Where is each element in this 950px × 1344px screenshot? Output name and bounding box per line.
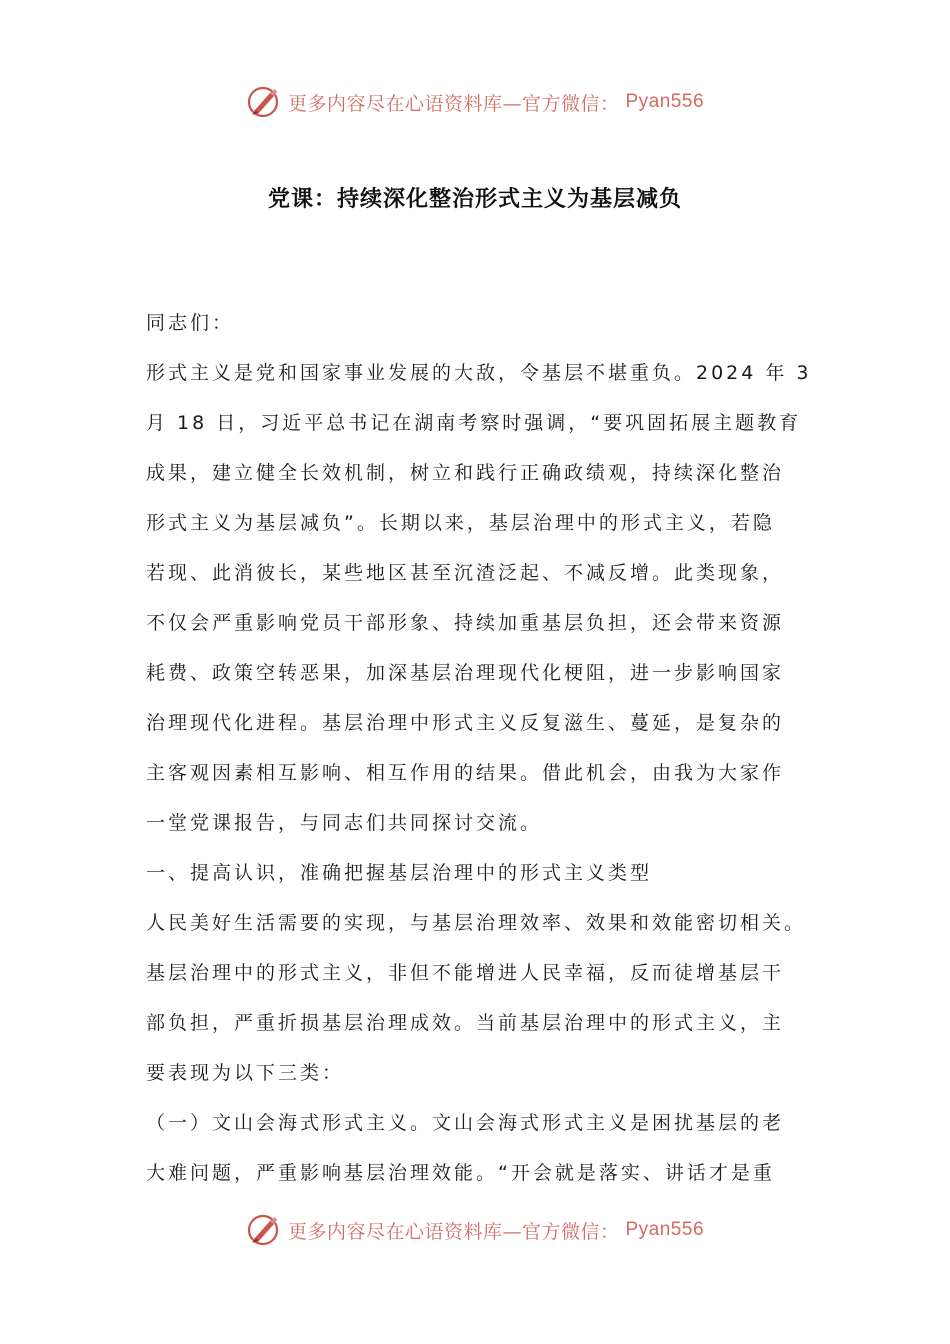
body-line: 形式主义为基层减负”。长期以来，基层治理中的形式主义，若隐	[146, 512, 775, 534]
body-line: 若现、此消彼长，某些地区甚至沉渣泛起、不减反增。此类现象，	[146, 562, 785, 584]
body-line: 形式主义是党和国家事业发展的大敌，令基层不堪重负。2024 年 3	[146, 362, 812, 384]
body-line: 一堂党课报告，与同志们共同探讨交流。	[146, 812, 543, 834]
footer-watermark-text: 更多内容尽在心语资料库—官方微信：	[287, 1220, 620, 1243]
body-line: 大难问题，严重影响基层治理效能。“开会就是落实、讲话才是重	[146, 1162, 775, 1184]
pen-logo-icon	[246, 1212, 282, 1248]
body-line: 治理现代化进程。基层治理中形式主义反复滋生、蔓延，是复杂的	[146, 712, 785, 734]
footer-watermark-banner	[0, 1210, 950, 1250]
body-line: 人民美好生活需要的实现，与基层治理效率、效果和效能密切相关。	[146, 912, 807, 934]
body-line: 耗费、政策空转恶果，加深基层治理现代化梗阻，进一步影响国家	[146, 662, 785, 684]
body-line: 基层治理中的形式主义，非但不能增进人民幸福，反而徒增基层干	[146, 962, 785, 984]
document-title: 党课：持续深化整治形式主义为基层减负	[267, 186, 682, 212]
body-line: 不仅会严重影响党员干部形象、持续加重基层负担，还会带来资源	[146, 612, 785, 634]
footer-wechat-id: Pyan556	[625, 1219, 705, 1240]
body-line: 月 18 日，习近平总书记在湖南考察时强调，“要巩固拓展主题教育	[146, 412, 802, 434]
body-line: 要表现为以下三类：	[146, 1062, 345, 1084]
header-watermark-text: 更多内容尽在心语资料库—官方微信：	[287, 92, 620, 115]
body-line: （一）文山会海式形式主义。文山会海式形式主义是困扰基层的老	[146, 1112, 785, 1134]
header-watermark-banner	[0, 82, 950, 122]
pen-logo-icon	[246, 84, 282, 120]
body-line: 同志们：	[146, 312, 235, 334]
header-wechat-id: Pyan556	[625, 91, 705, 112]
body-line: 主客观因素相互影响、相互作用的结果。借此机会，由我为大家作	[146, 762, 785, 784]
body-line: 成果，建立健全长效机制，树立和践行正确政绩观，持续深化整治	[146, 462, 785, 484]
document-body	[146, 298, 826, 1198]
section-heading: 一、提高认识，准确把握基层治理中的形式主义类型	[146, 862, 653, 884]
body-line: 部负担，严重折损基层治理成效。当前基层治理中的形式主义，主	[146, 1012, 785, 1034]
